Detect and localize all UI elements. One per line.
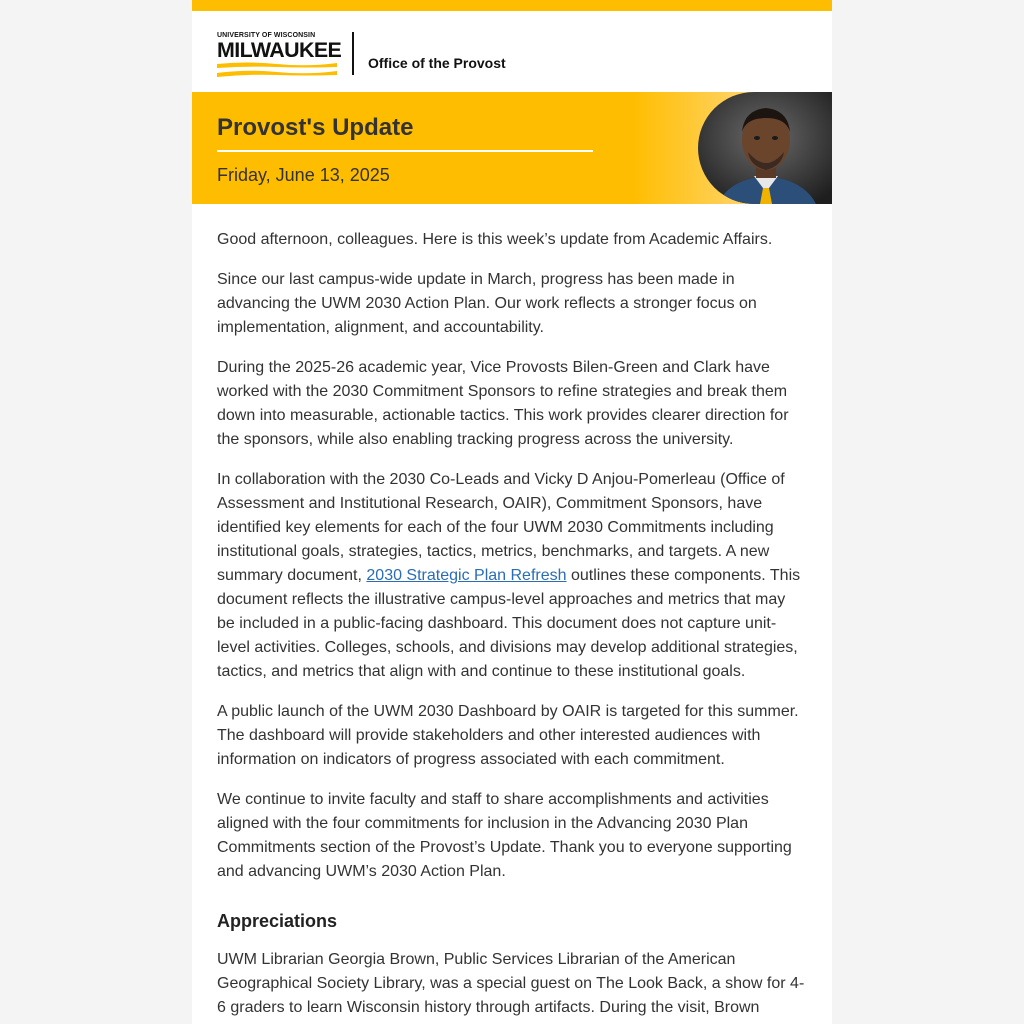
- paragraph-invitation: We continue to invite faculty and staff to share accomplishments and activities aligned with the four commitments for inclusion in the Advancing 2030 Plan Commitments section of the Provost’s Update. Thank you to everyone supporting and advancing UWM’s 2030 Action Plan.: [217, 791, 792, 880]
- paragraph-vice-provosts: During the 2025-26 academic year, Vice Provosts Bilen-Green and Clark have worked with the 2030 Commitment Sponsors to refine strategies and break them down into measurable, actionable tactics. This work provides clearer direction for the sponsors, while also enabling tracking progress across the university.: [217, 359, 789, 448]
- logo-small-text: UNIVERSITY OF WISCONSIN: [217, 32, 316, 39]
- office-title: Office of the Provost: [368, 55, 506, 71]
- email-container: [192, 0, 832, 1024]
- logo-big-text: MILWAUKEE: [217, 39, 342, 62]
- update-banner: [192, 92, 832, 204]
- paragraph-collaboration: [217, 468, 807, 684]
- banner-rule: [217, 150, 593, 152]
- email-header: [192, 11, 832, 92]
- uwm-logo[interactable]: [217, 32, 342, 78]
- logo-waves-icon: [217, 61, 337, 78]
- collaboration-text-before: In collaboration with the 2030 Co-Leads and Vicky D Anjou-Pomerleau (Office of Assessment and Institutional Research, OAIR), Commitment Sponsors, have identified key elements for each of the four UWM 2030 Commitments including institutional goals, strategies, tactics, metrics, benchmarks, and targets. A new summary document,: [217, 471, 785, 584]
- top-accent-bar: [192, 0, 832, 11]
- header-divider: [352, 32, 354, 75]
- paragraph-progress: Since our last campus-wide update in March, progress has been made in advancing the UWM 2030 Action Plan. Our work reflects a stronger focus on implementation, alignment, and accountability.: [217, 271, 757, 336]
- banner-date: Friday, June 13, 2025: [217, 165, 390, 185]
- collaboration-text-after: outlines these components. This document reflects the illustrative campus-level approaches and metrics that may be included in a public-facing dashboard. This document does not capture unit-level activities. Colleges, schools, and divisions may develop additional strategies, tactics, and metrics that align with and continue to these institutional goals.: [217, 567, 801, 680]
- strategic-plan-refresh-link[interactable]: 2030 Strategic Plan Refresh: [366, 567, 567, 584]
- appreciations-heading: Appreciations: [217, 911, 338, 931]
- paragraph-greeting: Good afternoon, colleagues. Here is this week’s update from Academic Affairs.: [217, 231, 773, 248]
- provost-portrait-icon: [698, 92, 832, 204]
- paragraph-appreciation-brown: UWM Librarian Georgia Brown, Public Services Librarian of the American Geographical Society Library, was a special guest on The Look Back, a show for 4-6 graders to learn Wisconsin history through artifacts. During the visit, Brown: [217, 951, 805, 1016]
- paragraph-dashboard: A public launch of the UWM 2030 Dashboard by OAIR is targeted for this summer. The dashboard will provide stakeholders and other interested audiences with information on indicators of progress associated with each commitment.: [217, 703, 799, 768]
- email-body: [217, 228, 807, 1024]
- banner-title: Provost's Update: [217, 114, 414, 141]
